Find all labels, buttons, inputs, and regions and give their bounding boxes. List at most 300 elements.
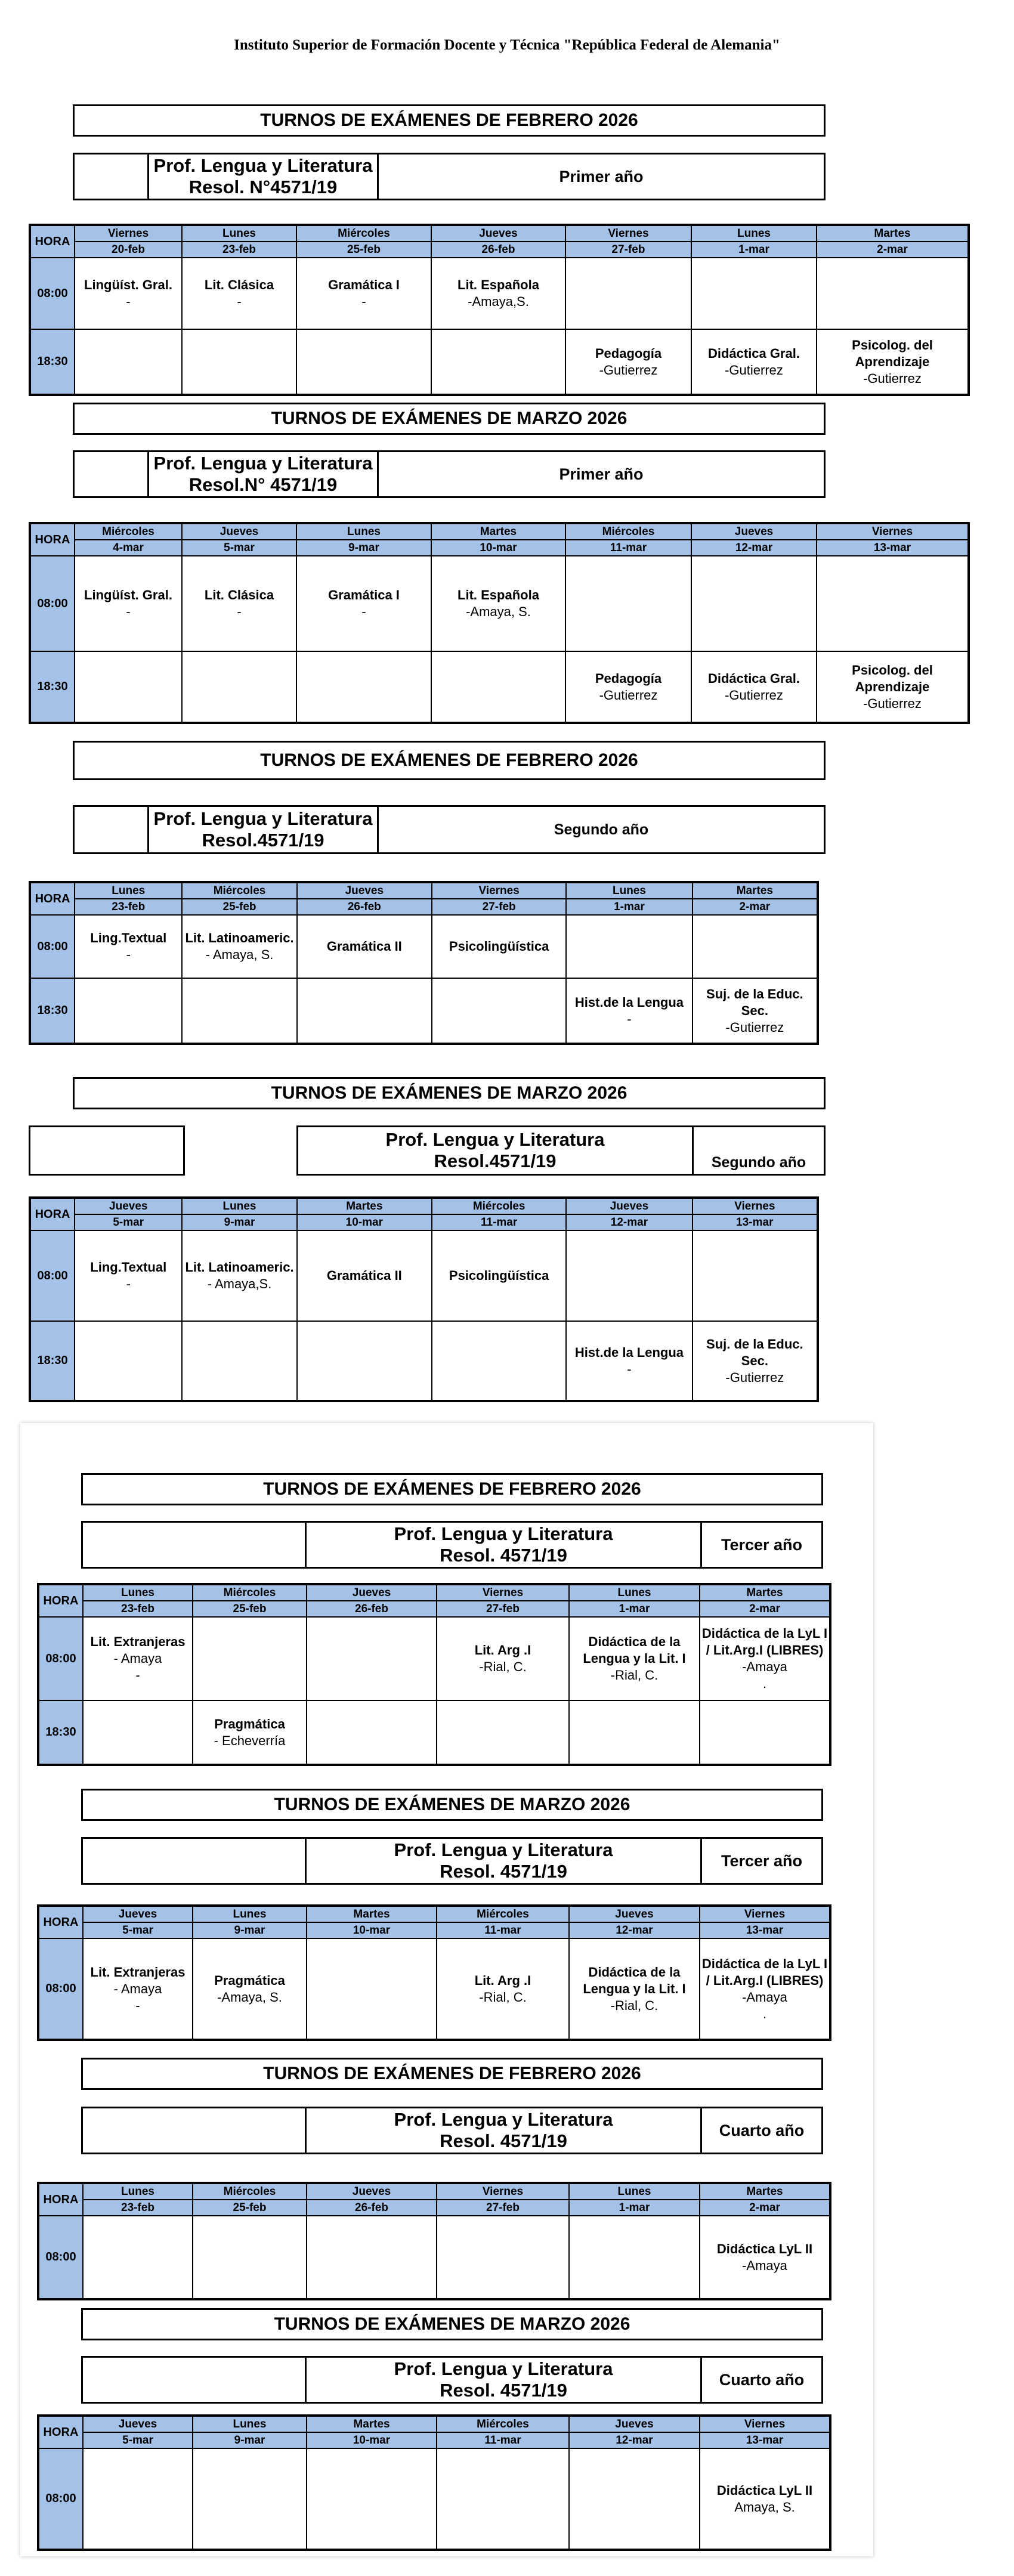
subject-name: Lit. Clásica xyxy=(204,277,274,292)
exam-period-banner: TURNOS DE EXÁMENES DE FEBRERO 2026 xyxy=(73,741,826,780)
subject-name: Psicolingüística xyxy=(449,939,549,954)
day-header: Miércoles xyxy=(75,523,182,540)
exam-cell xyxy=(296,258,431,329)
day-header: Lunes xyxy=(182,225,296,242)
subject-name: Didáctica Gral. xyxy=(707,345,800,361)
program-blank-cell xyxy=(83,1839,307,1883)
exam-cell xyxy=(569,1617,700,1700)
program-name: Prof. Lengua y Literatura xyxy=(394,2109,613,2130)
day-header: Lunes xyxy=(569,2183,700,2200)
time-cell: 08:00 xyxy=(38,1617,83,1700)
professor-name: -Amaya, S. xyxy=(217,1989,282,2005)
exam-cell xyxy=(75,915,182,978)
date-header: 9-mar xyxy=(193,1922,307,1938)
professor-name: -Rial, C. xyxy=(479,1659,527,1674)
time-slot-row xyxy=(38,1617,830,1700)
professor-name: -Gutierrez xyxy=(725,687,783,703)
exam-cell xyxy=(297,978,432,1044)
subject-name: Psicolog. del Aprendizaje xyxy=(852,337,933,369)
exam-cell xyxy=(693,978,818,1044)
exam-cell xyxy=(700,1700,830,1765)
program-title xyxy=(298,1127,694,1174)
day-header: Viernes xyxy=(700,2416,830,2432)
exam-cell xyxy=(566,1321,692,1401)
exam-cell xyxy=(193,1700,307,1765)
subject-name: Didáctica Gral. xyxy=(707,670,800,686)
exam-cell xyxy=(437,1700,569,1765)
exam-cell xyxy=(693,1230,818,1321)
exam-period-banner: TURNOS DE EXÁMENES DE MARZO 2026 xyxy=(73,403,826,435)
program-name: Prof. Lengua y Literatura xyxy=(394,1839,613,1860)
day-row xyxy=(30,882,818,899)
date-header: 5-mar xyxy=(83,2432,193,2448)
day-row xyxy=(30,225,969,242)
program-title xyxy=(307,2108,702,2153)
exam-period-banner: TURNOS DE EXÁMENES DE MARZO 2026 xyxy=(81,1789,823,1821)
day-header: Viernes xyxy=(75,225,182,242)
time-slot-row xyxy=(30,651,969,723)
year-label: Primer año xyxy=(559,167,644,185)
time-cell: 08:00 xyxy=(30,915,75,978)
exam-cell xyxy=(693,915,818,978)
date-header: 9-mar xyxy=(296,540,431,556)
program-resolution: Resol. 4571/19 xyxy=(440,1861,567,1882)
day-header: Viernes xyxy=(432,882,566,899)
day-row xyxy=(30,1198,818,1214)
day-header: Lunes xyxy=(83,1584,193,1601)
professor-name: -Amaya . xyxy=(742,1989,787,2021)
professor-name: - Amaya - xyxy=(113,1981,162,2013)
day-header: Martes xyxy=(307,2416,437,2432)
program-box xyxy=(73,805,826,854)
exam-cell xyxy=(437,1938,569,2040)
program-resolution: Resol. 4571/19 xyxy=(440,2130,567,2151)
program-title xyxy=(307,1839,702,1883)
exam-cell xyxy=(182,978,296,1044)
program-name: Prof. Lengua y Literatura xyxy=(394,1523,613,1544)
hora-header: HORA xyxy=(38,2416,83,2448)
date-header: 27-feb xyxy=(437,1601,569,1617)
program-blank-cell xyxy=(83,2358,307,2402)
schedule-table xyxy=(29,224,970,396)
exam-cell xyxy=(432,978,566,1044)
subject-name: Lit. Arg .I xyxy=(474,1972,531,1988)
exam-cell xyxy=(566,915,692,978)
date-header: 11-mar xyxy=(437,2432,569,2448)
exam-cell xyxy=(817,258,969,329)
day-header: Miércoles xyxy=(437,2416,569,2432)
exam-cell xyxy=(817,556,969,651)
program-box xyxy=(81,1837,823,1885)
subject-name: Didáctica de la Lengua y la Lit. I xyxy=(583,1634,686,1666)
time-cell: 08:00 xyxy=(30,258,75,329)
exam-cell xyxy=(297,915,432,978)
subject-name: Pedagogía xyxy=(595,345,662,361)
time-slot-row xyxy=(30,329,969,395)
exam-cell xyxy=(193,1938,307,2040)
professor-name: - xyxy=(126,947,131,962)
exam-cell xyxy=(437,2216,569,2299)
subject-name: Ling.Textual xyxy=(90,930,167,945)
time-slot-row xyxy=(30,258,969,329)
day-header: Miércoles xyxy=(296,225,431,242)
hora-header: HORA xyxy=(30,225,75,258)
schedule-table xyxy=(37,2414,831,2551)
date-header: 13-mar xyxy=(700,1922,830,1938)
program-name: Prof. Lengua y Literatura xyxy=(153,155,373,176)
day-header: Viernes xyxy=(700,1906,830,1922)
day-header: Jueves xyxy=(691,523,817,540)
subject-name: Gramática I xyxy=(328,587,400,602)
program-title xyxy=(149,807,379,852)
exam-cell xyxy=(83,2448,193,2550)
day-header: Jueves xyxy=(566,1198,692,1214)
program-resolution: Resol.N° 4571/19 xyxy=(188,474,338,495)
exam-cell xyxy=(431,258,565,329)
date-header: 26-feb xyxy=(297,899,432,915)
program-resolution: Resol. N°4571/19 xyxy=(188,177,338,197)
date-header: 26-feb xyxy=(431,242,565,258)
day-header: Jueves xyxy=(569,1906,700,1922)
date-header: 2-mar xyxy=(700,1601,830,1617)
program-blank-cell xyxy=(75,807,149,852)
subject-name: Ling.Textual xyxy=(90,1260,167,1275)
exam-cell xyxy=(182,651,296,723)
hora-header: HORA xyxy=(30,1198,75,1230)
program-box xyxy=(81,2356,823,2404)
program-resolution: Resol.4571/19 xyxy=(434,1151,557,1171)
program-blank-cell xyxy=(75,154,149,199)
date-header: 13-mar xyxy=(693,1214,818,1230)
exam-cell xyxy=(75,1321,182,1401)
professor-name: -Gutierrez xyxy=(599,362,658,378)
subject-name: Didáctica LyL II xyxy=(716,2482,813,2498)
professor-name: -Gutierrez xyxy=(725,362,783,378)
exam-cell xyxy=(83,1617,193,1700)
day-header: Lunes xyxy=(83,2183,193,2200)
exam-cell xyxy=(565,651,691,723)
program-title xyxy=(307,1523,702,1567)
time-cell: 08:00 xyxy=(38,1938,83,2040)
professor-name: -Rial, C. xyxy=(610,1668,659,1683)
date-header: 4-mar xyxy=(75,540,182,556)
time-slot-row xyxy=(30,1230,818,1321)
professor-name: - Echeverría xyxy=(214,1733,286,1748)
day-header: Lunes xyxy=(182,1198,296,1214)
day-header: Lunes xyxy=(566,882,692,899)
professor-name: - Amaya, S. xyxy=(205,947,274,962)
date-row xyxy=(38,2200,830,2216)
exam-cell xyxy=(296,556,431,651)
schedule-table xyxy=(29,1196,819,1402)
exam-cell xyxy=(431,329,565,395)
date-header: 10-mar xyxy=(431,540,565,556)
subject-name: Lit. Extranjeras xyxy=(90,1964,186,1980)
day-header: Miércoles xyxy=(565,523,691,540)
time-cell: 18:30 xyxy=(30,329,75,395)
professor-name: - xyxy=(627,1361,632,1377)
day-header: Miércoles xyxy=(193,1584,307,1601)
schedule-table xyxy=(37,1583,831,1766)
professor-name: -Rial, C. xyxy=(479,1989,527,2005)
exam-cell xyxy=(437,1617,569,1700)
program-resolution: Resol. 4571/19 xyxy=(440,2380,567,2401)
exam-period-banner: TURNOS DE EXÁMENES DE FEBRERO 2026 xyxy=(81,1473,823,1505)
program-box xyxy=(81,2107,823,2154)
date-row xyxy=(30,540,969,556)
subject-name: Lit. Española xyxy=(457,587,539,602)
date-header: 12-mar xyxy=(566,1214,692,1230)
day-header: Miércoles xyxy=(437,1906,569,1922)
day-header: Viernes xyxy=(817,523,969,540)
time-slot-row xyxy=(30,556,969,651)
schedule-table xyxy=(29,881,819,1045)
day-header: Lunes xyxy=(75,882,182,899)
date-header: 23-feb xyxy=(182,242,296,258)
exam-cell xyxy=(307,1617,437,1700)
day-row xyxy=(38,1584,830,1601)
day-header: Miércoles xyxy=(182,882,296,899)
program-resolution: Resol. 4571/19 xyxy=(440,1545,567,1566)
day-row xyxy=(38,1906,830,1922)
time-slot-row xyxy=(30,978,818,1044)
subject-name: Gramática I xyxy=(328,277,400,292)
hora-header: HORA xyxy=(38,1906,83,1938)
subject-name: Lingüíst. Gral. xyxy=(84,277,172,292)
time-cell: 18:30 xyxy=(38,1700,83,1765)
time-slot-row xyxy=(38,2448,830,2550)
time-cell: 18:30 xyxy=(30,1321,75,1401)
exam-cell xyxy=(700,1938,830,2040)
day-header: Martes xyxy=(297,1198,432,1214)
program-name: Prof. Lengua y Literatura xyxy=(153,453,373,474)
subject-name: Suj. de la Educ. Sec. xyxy=(706,1336,803,1368)
exam-cell xyxy=(817,651,969,723)
program-name: Prof. Lengua y Literatura xyxy=(385,1129,605,1150)
professor-name: -Amaya xyxy=(742,2258,787,2273)
date-header: 2-mar xyxy=(700,2200,830,2216)
professor-name: -Gutierrez xyxy=(599,687,658,703)
exam-cell xyxy=(700,1617,830,1700)
subject-name: Pragmática xyxy=(214,1716,285,1731)
exam-cell xyxy=(693,1321,818,1401)
date-row xyxy=(30,242,969,258)
date-header: 11-mar xyxy=(437,1922,569,1938)
date-header: 5-mar xyxy=(75,1214,182,1230)
exam-cell xyxy=(691,258,817,329)
date-header: 27-feb xyxy=(432,899,566,915)
day-header: Martes xyxy=(307,1906,437,1922)
day-header: Miércoles xyxy=(193,2183,307,2200)
exam-cell xyxy=(75,258,182,329)
exam-cell xyxy=(700,2448,830,2550)
date-header: 2-mar xyxy=(693,899,818,915)
day-header: Martes xyxy=(817,225,969,242)
subject-name: Gramática II xyxy=(326,1268,402,1283)
day-header: Lunes xyxy=(193,1906,307,1922)
time-cell: 18:30 xyxy=(30,978,75,1044)
institution-title: Instituto Superior de Formación Docente y Técnica "República Federal de Alemania" xyxy=(234,37,780,53)
year-label: Cuarto año xyxy=(719,2121,805,2139)
exam-cell xyxy=(75,1230,182,1321)
day-header: Jueves xyxy=(83,2416,193,2432)
date-header: 1-mar xyxy=(691,242,817,258)
subject-name: Lingüíst. Gral. xyxy=(84,587,172,602)
exam-cell xyxy=(83,1700,193,1765)
schedule-table xyxy=(37,2182,831,2300)
hora-header: HORA xyxy=(38,2183,83,2216)
date-header: 11-mar xyxy=(565,540,691,556)
exam-cell xyxy=(565,329,691,395)
day-header: Martes xyxy=(700,2183,830,2200)
exam-cell xyxy=(566,978,692,1044)
exam-cell xyxy=(297,1230,432,1321)
time-slot-row xyxy=(38,1700,830,1765)
time-cell: 08:00 xyxy=(30,556,75,651)
exam-cell xyxy=(182,1230,296,1321)
exam-cell xyxy=(431,651,565,723)
time-cell: 08:00 xyxy=(30,1230,75,1321)
day-header: Jueves xyxy=(431,225,565,242)
exam-cell xyxy=(307,1700,437,1765)
schedule-table xyxy=(37,1904,831,2041)
date-header: 2-mar xyxy=(817,242,969,258)
time-slot-row xyxy=(30,915,818,978)
date-header: 25-feb xyxy=(296,242,431,258)
program-blank-cell xyxy=(83,2108,307,2153)
time-slot-row xyxy=(38,2216,830,2299)
year-label: Segundo año xyxy=(711,1154,806,1171)
program-box xyxy=(296,1125,826,1176)
date-header: 20-feb xyxy=(75,242,182,258)
professor-name: - xyxy=(361,294,366,309)
exam-period-banner: TURNOS DE EXÁMENES DE FEBRERO 2026 xyxy=(81,2058,823,2090)
exam-cell xyxy=(182,258,296,329)
year-label: Cuarto año xyxy=(719,2370,805,2389)
program-title xyxy=(307,2358,702,2402)
exam-cell xyxy=(432,1230,566,1321)
date-header: 10-mar xyxy=(307,1922,437,1938)
program-box xyxy=(73,450,826,498)
subject-name: Psicolingüística xyxy=(449,1268,549,1283)
date-header: 12-mar xyxy=(569,1922,700,1938)
subject-name: Pragmática xyxy=(214,1972,285,1988)
exam-cell xyxy=(296,329,431,395)
date-header: 9-mar xyxy=(182,1214,296,1230)
date-header: 9-mar xyxy=(193,2432,307,2448)
professor-name: -Amaya, S. xyxy=(466,604,531,619)
day-header: Jueves xyxy=(182,523,296,540)
date-header: 12-mar xyxy=(569,2432,700,2448)
exam-cell xyxy=(565,556,691,651)
date-row xyxy=(30,899,818,915)
professor-name: -Amaya,S. xyxy=(468,294,529,309)
year-label: Segundo año xyxy=(554,821,649,838)
hora-header: HORA xyxy=(38,1584,83,1617)
subject-name: Didáctica de la LyL I / Lit.Arg.I (LIBRES) xyxy=(701,1956,828,1988)
date-row xyxy=(38,2432,830,2448)
day-row xyxy=(38,2416,830,2432)
day-header: Viernes xyxy=(693,1198,818,1214)
date-header: 25-feb xyxy=(193,1601,307,1617)
day-header: Jueves xyxy=(83,1906,193,1922)
professor-name: - xyxy=(361,604,366,619)
date-header: 10-mar xyxy=(297,1214,432,1230)
subject-name: Lit. Arg .I xyxy=(474,1643,531,1657)
exam-period-banner: TURNOS DE EXÁMENES DE FEBRERO 2026 xyxy=(73,104,826,137)
subject-name: Hist.de la Lengua xyxy=(574,1344,684,1360)
subject-name: Lit. Extranjeras xyxy=(90,1634,186,1649)
exam-cell xyxy=(182,556,296,651)
date-header: 23-feb xyxy=(83,2200,193,2216)
exam-cell xyxy=(182,915,296,978)
program-resolution: Resol.4571/19 xyxy=(202,830,324,851)
exam-cell xyxy=(182,329,296,395)
date-header: 13-mar xyxy=(700,2432,830,2448)
exam-cell xyxy=(432,915,566,978)
exam-cell xyxy=(569,1700,700,1765)
exam-cell xyxy=(307,1938,437,2040)
day-header: Viernes xyxy=(565,225,691,242)
day-header: Lunes xyxy=(569,1584,700,1601)
hora-header: HORA xyxy=(30,882,75,915)
time-cell: 08:00 xyxy=(38,2216,83,2299)
date-header: 10-mar xyxy=(307,2432,437,2448)
date-header: 27-feb xyxy=(437,2200,569,2216)
program-blank-cell xyxy=(75,452,149,496)
exam-cell xyxy=(566,1230,692,1321)
time-cell: 18:30 xyxy=(30,651,75,723)
professor-name: -Rial, C. xyxy=(610,1997,659,2013)
program-title xyxy=(149,452,379,496)
exam-period-banner: TURNOS DE EXÁMENES DE MARZO 2026 xyxy=(81,2308,823,2340)
year-label: Tercer año xyxy=(721,1535,803,1554)
exam-cell xyxy=(193,2216,307,2299)
subject-name: Lit. Clásica xyxy=(204,587,274,602)
professor-name: - xyxy=(126,294,131,309)
professor-name: - xyxy=(237,604,242,619)
exam-cell xyxy=(307,2216,437,2299)
professor-name: - Amaya - xyxy=(113,1651,162,1683)
subject-name: Lit. Española xyxy=(457,277,539,292)
exam-cell xyxy=(296,651,431,723)
day-row xyxy=(38,2183,830,2200)
day-header: Jueves xyxy=(307,1584,437,1601)
program-title xyxy=(149,154,379,199)
exam-cell xyxy=(431,556,565,651)
program-box xyxy=(81,1521,823,1569)
subject-name: Didáctica LyL II xyxy=(716,2241,813,2256)
time-slot-row xyxy=(38,1938,830,2040)
subject-name: Lit. Latinoameric. xyxy=(185,930,294,945)
exam-period-banner: TURNOS DE EXÁMENES DE MARZO 2026 xyxy=(73,1077,826,1109)
exam-cell xyxy=(75,556,182,651)
subject-name: Psicolog. del Aprendizaje xyxy=(852,662,933,694)
hora-header: HORA xyxy=(30,523,75,556)
exam-cell xyxy=(569,2448,700,2550)
program-name: Prof. Lengua y Literatura xyxy=(394,2358,613,2379)
date-header: 26-feb xyxy=(307,1601,437,1617)
date-row xyxy=(38,1922,830,1938)
day-header: Jueves xyxy=(307,2183,437,2200)
day-header: Viernes xyxy=(437,1584,569,1601)
date-row xyxy=(38,1601,830,1617)
exam-cell xyxy=(193,1617,307,1700)
day-header: Jueves xyxy=(297,882,432,899)
exam-cell xyxy=(569,1938,700,2040)
professor-name: - xyxy=(126,604,131,619)
program-name: Prof. Lengua y Literatura xyxy=(153,808,373,829)
